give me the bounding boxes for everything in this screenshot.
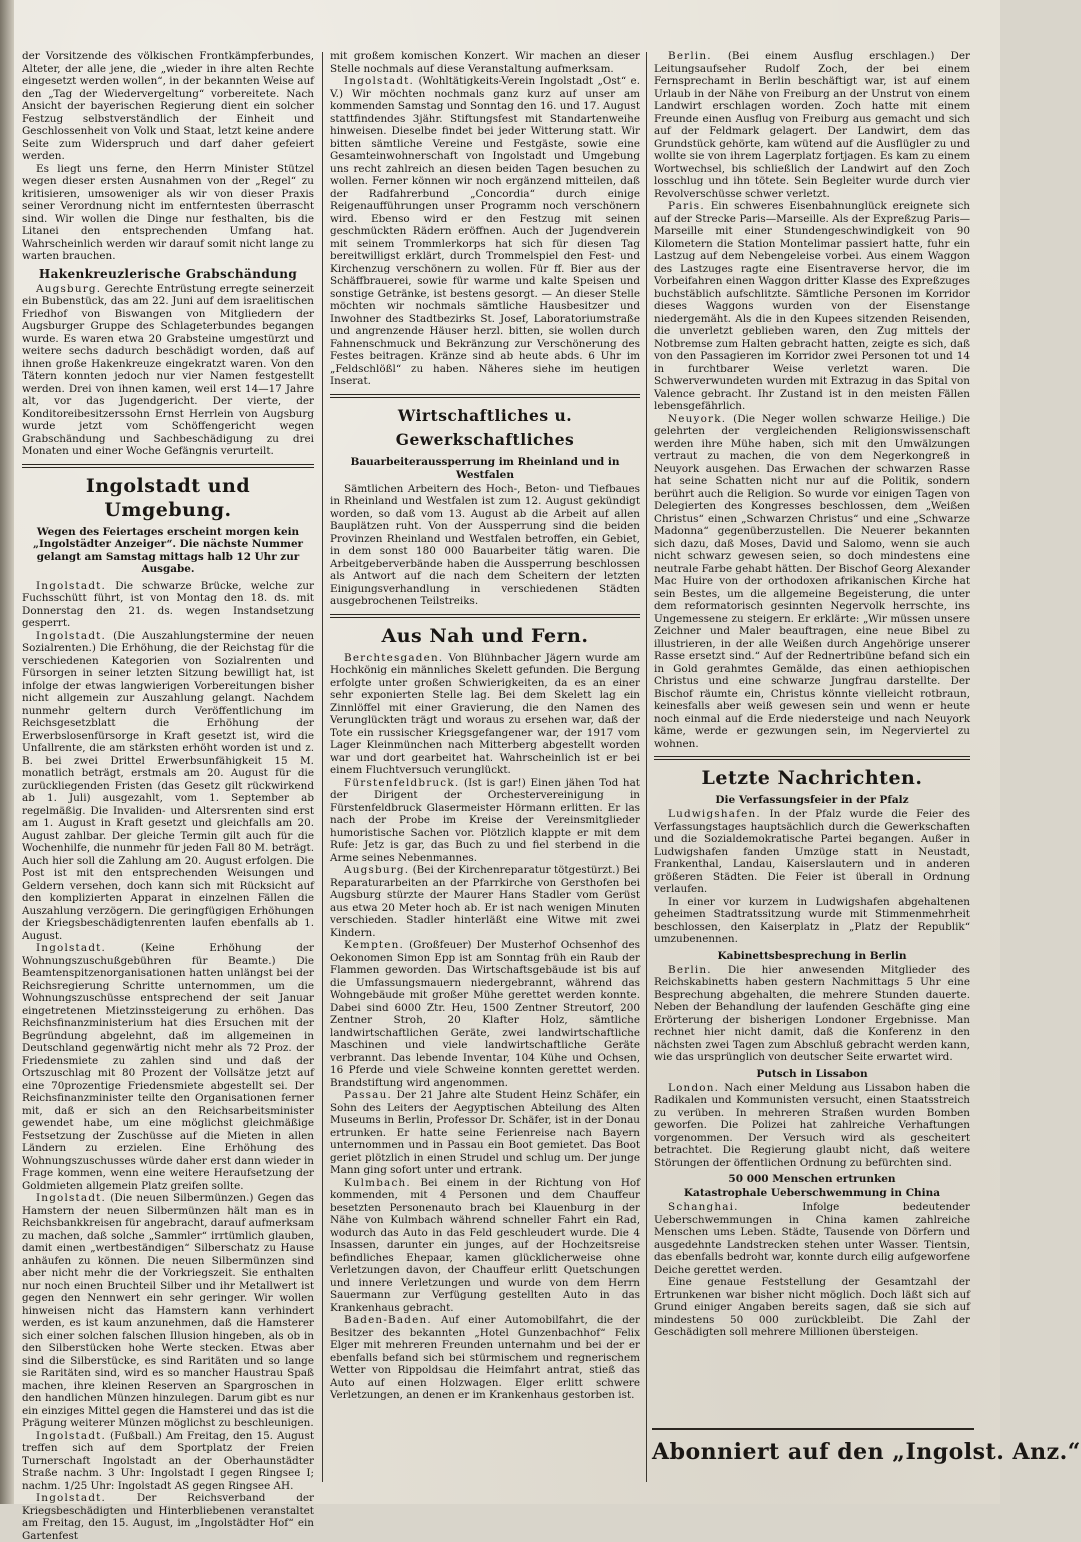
article-text: (Die Auszahlungstermine der neuen Sozialrenten.) Die Erhöhung, die der Reichstag für die verschiedenen Kategorien von Sozialrenten und Fürsorgen in seiner letzten Sitzung bewilligt hat, ist infolge der etwas langwierigen Vorbereitungen bisher nicht allgemein zur Auszahlung gelangt. Nachdem nunmehr geltern durch Veröffentlichung im Reichsgesetzblatt die Erhöhung der Erwerbslosenfürsorge in Kraft gesetzt ist, wird die Unfallrente, die am stärksten erhöht worden ist und z. B. bei zwei Drittel Erwerbsunfähigkeit 15 M. monatlich beträgt, erstmals am 20. August für die zurückliegenden Fristen (das Gesetz gilt rückwirkend ab 1. Juli) ausgezahlt, vom 1. September ab regelmäßig. Die Invaliden- und Altersrenten sind erst am 1. August in Kraft gesetzt und gleichfalls am 20. August zahlbar. Der gleiche Termin gilt auch für die Wochenhilfe, die nunmehr für jeden Fall 80 M. beträgt. Auch hier soll die Zahlung am 20. August erfolgen. Die Post ist mit den entsprechenden Weisungen und Geldern versehen, doch kann sich mit Rücksicht auf den komplizierten Apparat in einzelnen Fällen die Auszahlung verzögern. Die geringfügigen Erhöhungen der Kriegsbeschädigtenrenten laufen ebenfalls ab 1. August.: [22, 629, 314, 942]
article-text: (Ist is gar!) Einen jähen Tod hat der Dirigent der Orchestervereinigung in Fürstenfeldbruck Glasermeister Hörmann erlitten. Er las nach der Probe im Kreise der Vereinsmitglieder humoristische Sachen vor. Plötzlich klappte er mit dem Rufe: Jetz is gar, das Buch zu und fiel sterbend in die Arme seines Nebenmannes.: [330, 776, 640, 864]
page-binding-edge: [0, 0, 14, 1504]
section-separator: [22, 464, 314, 468]
column-rule-2: [646, 52, 647, 1482]
article-paragraph: Es liegt uns ferne, den Herrn Minister Stützel wegen dieser ersten Ausnahmen von der „Regel“ zu kritisieren, umsoweniger als wir von dieser Praxis seiner Verordnung nicht im entferntesten überrascht sind. Wir wollen die Dinge nur festhalten, bis die Litanei den entsprechenden Umfang hat. Wahrscheinlich werden wir darauf somit nicht lange zu warten brauchen.: [22, 162, 314, 262]
dateline: Augsburg.: [344, 864, 410, 876]
local-item: [22, 580, 314, 630]
news-item: [330, 939, 640, 1089]
article-text: (Bei einem Ausflug erschlagen.) Der Leitungsaufseher Rudolf Zoch, der bei einem Fernsprechamt in Berlin beschäftigt war, ist auf einem Urlaub in der Nähe von Freiburg an der Unstrut von einem Landwirt erschlagen worden. Zoch hatte mit einem Freunde einen Ausflug von Freiburg aus gemacht und sich auf der Feldmark gelagert. Der Landwirt, dem das Grundstück gehörte, kam wütend auf die Ausflügler zu und wollte sie von ihrem Lagerplatz fortjagen. Es kam zu einem Wortwechsel, bis schließlich der Landwirt auf den Zoch losschlug und ihn tötete. Sein Begleiter wurde durch vier Revolverschüsse schwer verletzt.: [654, 50, 970, 200]
article-paragraph: der Vorsitzende des völkischen Frontkämpferbundes, Alteter, der alle jene, die „wieder in ihre alten Rechte eingesetzt werden wollen“, in der bekannten Weise auf den „Tag der Wiedervergeltung“ vorbereitete. Nach Ansicht der bayerischen Regierung dient ein solcher Festzug selbstverständlich der Einheit und Geschlossenheit von Volk und Staat, letzt keine andere Seite zum Widerspruch und darf daher gefeiert werden.: [22, 50, 314, 162]
local-item: [22, 942, 314, 1192]
article-text: (Großfeuer) Der Musterhof Ochsenhof des Oekonomen Simon Epp ist am Sonntag früh ein Raub der Flammen geworden. Das Wirtschaftsgebäude ist bis auf die Umfassungsmauern niedergebrannt, während das Wohngebäude mit großer Mühe gerettet werden konnte. Dabei sind 6000 Ztr. Heu, 1500 Zentner Streutorf, 200 Zentner Stroh, 20 Klafter Holz, sämtliche landwirtschaftlichen Geräte, zwei landwirtschaftliche Maschinen und viele landwirtschaftliche Geräte verbrannt. Das lebende Inventar, 104 Kühe und Ochsen, 16 Pferde und viele Schweine konnten gerettet werden. Brandstiftung wird angenommen.: [330, 939, 640, 1089]
dateline: Paris.: [668, 200, 705, 212]
section-heading-ingolstadt: Ingolstadt und Umgebung.: [85, 474, 251, 521]
news-item: [330, 1089, 640, 1177]
article-text: (Keine Erhöhung der Wohnungszuschußgebühren für Beamte.) Die Beamtenspitzenorganisationen hatten unlängst bei der Reichsregierung Schritte unternommen, um die Wohnungszuschüsse entsprechend der seit Januar eingetretenen Mietzinssteigerung zu erhöhen. Das Reichsfinanzministerium hat dies Ersuchen mit der Begründung abgelehnt, daß im allgemeinen in Deutschland gegenwärtig nicht mehr als 72 Proz. der Friedensmiete zu zahlen sind und daß der Ortszuschlag mit 80 Prozent der Vollsätze jetzt auf eine 70prozentige Friedensmiete abgestellt sei. Der Reichsfinanzminister teilte den Organisationen ferner mit, daß er sich an den Reichsarbeitsminister gewendet habe, um eine möglichst gleichmäßige Festsetzung der Zuschüsse auf die Mieten in allen Ländern zu erzielen. Eine Erhöhung des Wohnungszuschusses würde daher erst dann wieder in Frage kommen, wenn eine weitere Heraufsetzung der Goldmieten allgemein Platz greifen sollte.: [22, 942, 314, 1192]
article-text: Der 21 Jahre alte Student Heinz Schäfer, ein Sohn des Leiters der Aegyptischen Abteilung des Alten Museums in Berlin, Professor Dr. Schäfer, ist in der Donau ertrunken. Er hatte seine Ferienreise nach Bayern unternommen und in Passau ein Boot gemietet. Das Boot geriet plötzlich in einen Strudel und schlug um. Der junge Mann ging sofort unter und ertrank.: [330, 1089, 640, 1176]
local-item: [22, 1492, 314, 1542]
article-text: Nach einer Meldung aus Lissabon haben die Radikalen und Kommunisten versucht, einen Staatsstreich zu verüben. In mehreren Straßen wurden Bomben geworfen. Die Polizei hat zahlreiche Verhaftungen vorgenommen. Der Versuch wird als gescheitert betrachtet. Die Regierung glaubt nicht, daß weitere Störungen der öffentlichen Ordnung zu befürchten sind.: [654, 1081, 970, 1169]
article-text: (Fußball.) Am Freitag, den 15. August treffen sich auf dem Sportplatz der Freien Turnerschaft Ingolstadt an der Oberhaunstädter Straße nachm. 3 Uhr: Ingolstadt I gegen Ringsee I; nachm. 1/25 Uhr: Ingolstadt AS gegen Ringsee AH.: [22, 1429, 314, 1492]
dateline: Ingolstadt.: [36, 579, 107, 592]
headline-kabinett: Kabinettsbesprechung in Berlin: [717, 949, 907, 962]
news-item: [330, 652, 640, 777]
headline-verfassungsfeier: Die Verfassungsfeier in der Pfalz: [715, 794, 909, 806]
article-paragraph: Sämtlichen Arbeitern des Hoch-, Beton- und Tiefbaues in Rheinland und Westfalen ist zum 12. August gekündigt worden, so daß vom 13. August ab die Arbeit auf allen Bauplätzen ruht. Von der Aussperrung sind die beiden Provinzen Rheinland und Westfalen betroffen, ein Gebiet, in dem sonst 180 000 Bauarbeiter tätig waren. Die Arbeitgeberverbände haben die Aussperrung beschlossen als Antwort auf die nach dem Scheitern der letzten Einigungsverhandlung in verschiedenen Städten ausgebrochenen Teilstreiks.: [330, 482, 640, 607]
headline-putsch: Putsch in Lissabon: [756, 1067, 868, 1080]
column-1: [22, 50, 315, 1542]
dateline: Schanghai.: [668, 1201, 739, 1213]
section-separator: [330, 394, 640, 398]
article-text: (Bei der Kirchenreparatur tötgestürzt.) Bei Reparaturarbeiten an der Pfarrkirche von Gersthofen bei Augsburg stürzte der Maurer Hans Stadler vom Gerüst aus etwa 20 Meter hoch ab. Er ist nach wenigen Minuten verschieden. Stadler hinterläßt eine Witwe mit zwei Kindern.: [330, 864, 640, 939]
article-text: Auf einer Automobilfahrt, die der Besitzer des bekannten „Hotel Gunzenbachhof“ Felix Elger mit mehreren Freunden unternahm und bei der er ebenfalls befand sich bei stürmischem und regnerischem Wetter von Rippoldsau die Heimfahrt antrat, stieß das Auto auf einen Holzwagen. Elger erlitt schwere Verletzungen, an denen er im Krankenhaus gestorben ist.: [330, 1314, 640, 1401]
section-separator: [330, 614, 640, 618]
news-item: [654, 413, 970, 751]
news-item: [654, 1082, 970, 1170]
news-item: [330, 777, 640, 865]
article-text: Die hier anwesenden Mitglieder des Reichskabinetts haben gestern Nachmittags 5 Uhr eine Besprechung abgehalten, die mehrere Stunden dauerte. Neben der Behandlung der laufenden Geschäfte ging eine Erörterung der bisherigen Londoner Ergebnisse. Man rechnet hier nicht damit, daß die Konferenz in den nächsten zwei Tagen zum Abschluß gebracht werden kann, wie das ursprünglich von deutscher Seite erwartet wird.: [654, 963, 970, 1063]
dateline: Passau.: [344, 1089, 392, 1101]
subscription-banner: Abonniert auf den „Ingolst. Anz.“: [652, 1428, 974, 1474]
dateline: Augsburg.: [36, 282, 102, 295]
dateline: Ingolstadt.: [36, 1192, 107, 1204]
dateline: Ingolstadt.: [36, 629, 107, 642]
article-text: (Wohltätigkeits-Verein Ingolstadt „Ost“ e. V.) Wir möchten nochmals ganz kurz auf unser am kommenden Samstag und Sonntag den 16. und 17. August stattfindendes 3jähr. Stiftungsfest mit Standartenweihe hinweisen. Dieselbe findet bei jeder Witterung statt. Wir bitten sämtliche Vereine und Festgäste, sowie eine Gesamteinwohnerschaft von Ingolstadt und Umgebung uns recht zahlreich an diesen beiden Tagen besuchen zu wollen. Ferner können wir noch ergänzend mitteilen, daß der Radfahrerbund „Concordia“ durch einige Reigenaufführungen unser Programm noch verschönern wird. Ebenso wird er den Festzug mit seinen geschmückten Rädern eröffnen. Auch der Jugendverein mit seinem Trommlerkorps hat sich für diesen Tag bereitwilligst erklärt, durch Trommelspiel den Fest- und Kirchenzug verschönern zu wollen. Für ff. Bier aus der Schäffbrauerei, sowie für warme und kalte Speisen und sonstige Getränke, ist bestens gesorgt. — An dieser Stelle möchten wir nochmals sämtliche Hausbesitzer und Inwohner des Stadtbezirks St. Josef, Laboratoriumstraße und angrenzende Häuser herzl. bitten, sie wollen durch Fahnenschmuck und Bekränzung zur Verschönerung des Festes beitragen. Kränze sind ab heute abds. 6 Uhr im „Feldschlößl“ zu haben. Näheres siehe im heutigen Inserat.: [330, 75, 640, 387]
news-item: [330, 864, 640, 939]
article-text: Der Reichsverband der Kriegsbeschädigten und Hinterbliebenen veranstaltet am Freitag, den 15. August, im „Ingolstädter Hof“ ein Gartenfest: [22, 1492, 315, 1542]
column-rule-1: [322, 52, 323, 1482]
column-2: [330, 50, 640, 1470]
article-text: Von Blühnbacher Jägern wurde am Hochkönig ein männliches Skelett gefunden. Die Bergung erfolgte unter großen Schwierigkeiten, da es an einer sehr exponierten Stelle lag. Bei dem Skelett lag ein Zinnlöffel mit einer Gravierung, die den Namen des Verunglückten trägt und woraus zu ersehen war, daß der Tote ein russischer Kriegsgefangener war, der 1917 vom Lager Kleinmünchen nach Mitterberg abgestellt worden war und dort gearbeitet hat. Wahrscheinlich ist er bei einem Fluchtversuch verunglückt.: [330, 651, 640, 776]
article-paragraph: Eine genaue Feststellung der Gesamtzahl der Ertrunkenen war bisher nicht möglich. Doch läßt sich auf Grund einiger Angaben bereits sagen, daß sie sich auf mindestens 50 000 zurückbleibt. Die Zahl der Geschädigten soll mehrere Millionen übersteigen.: [654, 1276, 970, 1338]
dateline: Berlin.: [668, 963, 712, 976]
article-augsburg: [22, 283, 314, 458]
article-text: Bei einem in der Richtung von Hof kommenden, mit 4 Personen und dem Chauffeur besetzten Personenauto brach bei Klauenburg in der Nähe von Kulmbach während schneller Fahrt ein Rad, wodurch das Auto in das Feld geschleudert wurde. Die 4 Insassen, darunter ein junges, auf der Hochzeitsreise befindliches Ehepaar, kamen glücklicherweise ohne Verletzungen davon, der Chauffeur erlitt Quetschungen und innere Verletzungen und wurde von dem Herrn Sauermann zur Verfügung gestellten Auto in das Krankenhaus gebracht.: [330, 1176, 640, 1314]
article-text: (Die Neger wollen schwarze Heilige.) Die gelehrten der vergleichenden Religionswissenschaft werden ihre Mühe haben, sich mit den Umwälzungen vertraut zu machen, die von dem Negerkongreß in Neuyork ausgehen. Das Erwachen der schwarzen Rasse hat seine Schatten nicht nur auf die Politik, sondern berührt auch die Religion. So wurde vor einigen Tagen von Delegierten des Kongresses beschlossen, dem „Weißen Christus“ einen „Schwarzen Christus“ und eine „Schwarze Madonna“ gegenüberzustellen. Die Neuerer bekannten sich dazu, daß Moses, David und Salomo, wenn sie auch nicht schwarz gewesen seien, so doch mindestens eine neutrale Farbe gehabt hätten. Der Bischof Georg Alexander Mac Huire von der orthodoxen afrikanischen Kirche hat sein Bestes, um die allgemeine Begeisterung, die unter dem reformatorisch gesinnten Negervolk herrschte, ins Ungemessene zu steigern. Er erklärte: „Wir müssen unsere Zeichner und Maler beauftragen, eine neue Bibel zu illustrieren, in der alle Weißen durch Angehörige unserer Rasse ersetzt sind.“ Auf der Rednertribüne befand sich ein in Gold gerahmtes Gemälde, das einen aethiopischen Christus und eine schwarze Jungfrau darstellte. Der Bischof räumte ein, Christus könnte vielleicht rotbraun, keinesfalls aber weiß gewesen sein und wenn er heute noch einmal auf die Erde niedersteige und nach Neuyork käme, werde er gezwungen sein, im Negerviertel zu wohnen.: [654, 412, 970, 750]
news-item: [654, 200, 970, 413]
dateline: Berlin.: [668, 50, 712, 62]
article-text: (Die neuen Silbermünzen.) Gegen das Hamstern der neuen Silbermünzen hält man es in Reichsbankkreisen für angebracht, darauf aufmerksam zu machen, daß solche „Sammler“ irrtümlich glauben, damit einen „wertbeständigen“ Silberschatz zu Hause anhäufen zu können. Die neuen Silbermünzen sind aber nicht mehr die der Vorkriegszeit. Sie enthalten nur noch einen Bruchteil Silber und ihr Metallwert ist gegen den Nennwert ein sehr geringer. Wir wollen hinweisen nicht das Hamstern kann verhindert werden, es ist kaum anzunehmen, daß die Hamsterer sich einer solchen falschen Illusion hingeben, als ob in den Silberstücken hohe Werte stecken. Etwas aber sind die Silberstücke, es sind Raritäten und so lange sie Raritäten sind, wird es so mancher Haustrau Spaß machen, ihre kleinen Reserven an Spargroschen in den handlichen Münzen hinzulegen. Darum gibt es nur ein einziges Mittel gegen die Hamsterei und das ist die Prägung weiterer Münzen möglichst zu beschleunigen.: [22, 1192, 315, 1429]
article-paragraph: mit großem komischen Konzert. Wir machen an dieser Stelle nochmals auf diese Veranstaltung aufmerksam.: [330, 50, 640, 75]
article-text: Gerechte Entrüstung erregte seinerzeit ein Bubenstück, das am 22. Juni auf dem israelitischen Friedhof von Biswangen von Mitgliedern der Augsburger Gruppe des Schlageterbundes begangen wurde. Es waren etwa 20 Grabsteine umgestürzt und weitere sechs dadurch beschädigt worden, daß auf ihnen große Hakenkreuze eingekratzt waren. Von den Tätern konnten jedoch nur vier Namen festgestellt werden. Drei von ihnen kamen, weil erst 14—17 Jahre alt, vor das Jugendgericht. Der vierte, der Konditoreibesitzerssohn Ernst Herrlein von Augsburg wurde jetzt vom Schöffengericht wegen Grabschändung und Sachbeschädigung zu drei Monaten und einer Woche Gefängnis verurteilt.: [22, 282, 314, 457]
news-item: [654, 50, 970, 200]
dateline: Berchtesgaden.: [344, 651, 444, 664]
dateline: Ingolstadt.: [36, 942, 107, 954]
article-paragraph: In einer vor kurzem in Ludwigshafen abgehaltenen geheimen Stadtratssitzung wurde mit Stimmenmehrheit beschlossen, den Kaiserplatz in „Platz der Republik“ umzubenennen.: [654, 895, 970, 945]
news-item: [330, 1314, 640, 1402]
dateline: Ingolstadt.: [36, 1429, 107, 1442]
dateline: Kulmbach.: [344, 1176, 411, 1189]
headline-china: Katastrophale Ueberschwemmung in China: [683, 1187, 941, 1199]
headline-grabschaendung: Hakenkreuzlerische Grabschändung: [38, 266, 298, 281]
dateline: Ingolstadt.: [36, 1492, 107, 1504]
article-text: Infolge bedeutender Ueberschwemmungen in China kamen zahlreiche Menschen ums Leben. Städte, Tausende von Dörfern und ausgedehnte Landstrecken stehen unter Wasser. Tientsin, das ebenfalls bedroht war, konnte durch eilig aufgeworfene Deiche gerettet werden.: [654, 1201, 970, 1276]
dateline: Neuyork.: [668, 412, 727, 425]
news-item: [654, 1201, 970, 1276]
local-item: [22, 1192, 314, 1430]
headline-ertrunken: 50 000 Menschen ertrunken: [728, 1173, 896, 1185]
dateline: Ingolstadt.: [344, 75, 415, 87]
local-item: [22, 630, 314, 943]
local-item: [330, 75, 640, 388]
dateline: Ludwigshafen.: [668, 808, 761, 820]
publication-notice: Wegen des Feiertages erscheint morgen kein „Ingolstädter Anzeiger“. Die nächste Nummer gelangt am Samstag mittags halb 12 Uhr zur Ausgabe.: [32, 525, 304, 575]
dateline: London.: [668, 1081, 720, 1094]
dateline: Kempten.: [344, 939, 405, 951]
section-separator: [654, 756, 970, 760]
article-text: Die schwarze Brücke, welche zur Fuchsschütt führt, ist von Montag den 18. ds. mit Donnerstag den 21. ds. wegen Instandsetzung gesperrt.: [22, 579, 314, 629]
local-item: [22, 1430, 314, 1493]
news-item: [654, 808, 970, 896]
news-item: [330, 1177, 640, 1315]
dateline: Baden-Baden.: [344, 1314, 432, 1326]
article-text: In der Pfalz wurde die Feier des Verfassungstages hauptsächlich durch die Gewerkschaften und die Sozialdemokratische Partei begangen. Außer in Ludwigshafen fanden Umzüge statt in Neustadt, Frankenthal, Landau, Kaiserslautern und in anderen größeren Städten. Die Feier ist überall in Ordnung verlaufen.: [654, 808, 970, 895]
headline-bauarbeiter: Bauarbeiteraussperrung im Rheinland und in Westfalen: [350, 455, 620, 481]
article-text: Ein schweres Eisenbahnunglück ereignete sich auf der Strecke Paris—Marseille. Als der Expreßzug Paris—Marseille mit einer Stundengeschwindigkeit von 90 Kilometern die Station Montelimar passiert hatte, fuhr ein Lastzug auf dem Nebengeleise vorbei. Aus einem Waggon des Lastzuges ragte eine Eisentraverse hervor, die im Vorbeifahren einen Waggon dritter Klasse des Expreßzuges buchstäblich aufschlitzte. Sämtliche Personen im Korridor dieses Waggons wurden von der Eisenstange niedergemäht. Als die in den Kupees sitzenden Reisenden, die unverletzt geblieben waren, den Zug mittels der Notbremse zum Halten gebracht hatten, zeigte es sich, daß von den Passagieren im Korridor zwei Personen tot und 14 in furchtbarer Weise verletzt waren. Die Schwerverwundeten wurden mit Extrazug in das Spital von Valence gebracht. Ihr Zustand ist in den meisten Fällen lebensgefährlich.: [654, 200, 970, 412]
section-heading-nah-fern: Aus Nah und Fern.: [381, 624, 589, 647]
section-heading-letzte-nachrichten: Letzte Nachrichten.: [701, 767, 923, 789]
section-heading-wirtschaft: Wirtschaftliches u. Gewerkschaftliches: [395, 405, 575, 449]
news-item: [654, 964, 970, 1064]
column-3: [654, 50, 970, 1422]
dateline: Fürstenfeldbruck.: [344, 776, 460, 789]
